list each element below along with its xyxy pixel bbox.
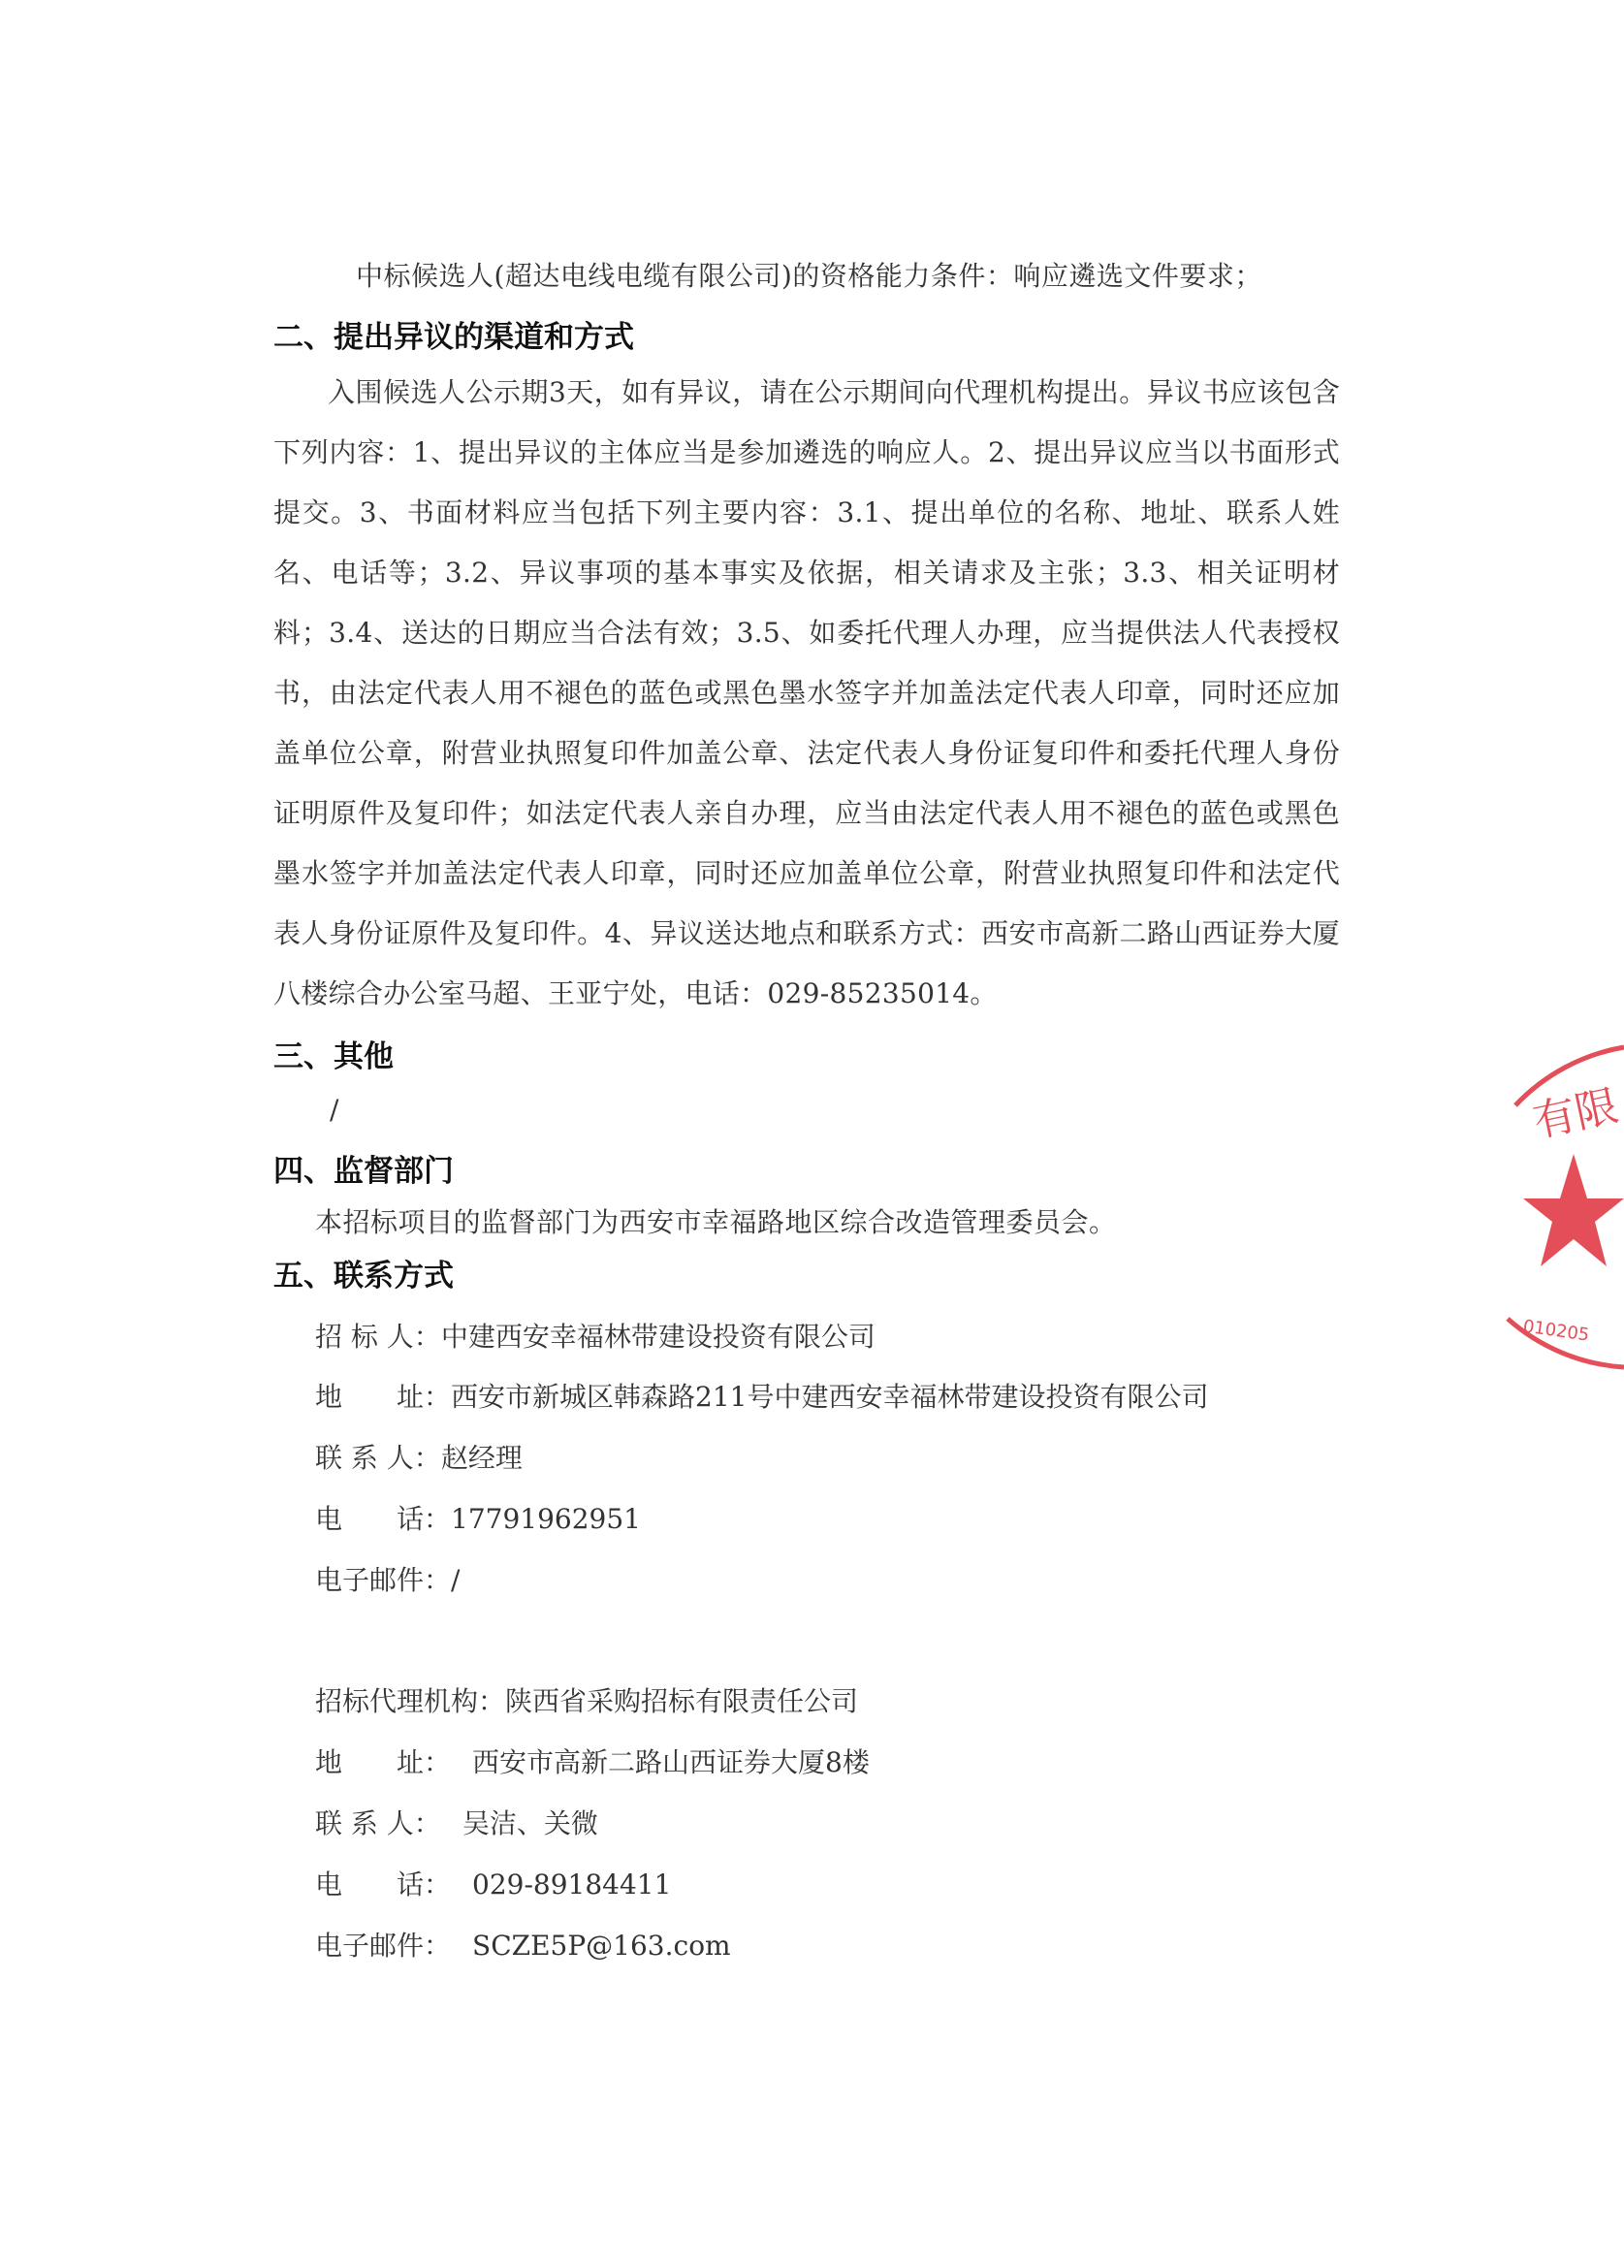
- agency-phone-row: [315, 1869, 671, 1901]
- agency-contact-person-row: [315, 1807, 598, 1840]
- field-label: 招 标 人：: [315, 1321, 441, 1353]
- tenderer-address: 西安市新城区韩森路211号中建西安幸福林带建设投资有限公司: [451, 1381, 1209, 1413]
- agency-phone: 029-89184411: [472, 1869, 672, 1901]
- section-heading-supervision: 四、监督部门: [273, 1154, 454, 1189]
- agency-name-row: [315, 1685, 858, 1718]
- tenderer-name-row: [315, 1321, 876, 1354]
- supervision-text: 本招标项目的监督部门为西安市幸福路地区综合改造管理委员会。: [315, 1206, 1117, 1238]
- field-label: 地 址：: [315, 1746, 452, 1778]
- agency-email: SCZE5P@163.com: [472, 1930, 731, 1962]
- tenderer-phone-row: [315, 1503, 641, 1536]
- other-content: /: [330, 1094, 339, 1126]
- tenderer-name: 中建西安幸福林带建设投资有限公司: [440, 1321, 876, 1353]
- objection-paragraph: 入围候选人公示期3天，如有异议，请在公示期间向代理机构提出。异议书应该包含下列内容：1、提出异议的主体应当是参加遴选的响应人。2、提出异议应当以书面形式提交。3、书面材料应当包括下列主要内容：3.1、提出单位的名称、地址、联系人姓名、电话等；3.2、异议事项的基本事实及依据，相关请求及主张；3.3、相关证明材料；3.4、送达的日期应当合法有效；3.5、如委托代理人办理，应当提供法人代表授权书，由法定代表人用不褪色的蓝色或黑色墨水签字并加盖法定代表人印章，同时还应加盖单位公章，附营业执照复印件加盖公章、法定代表人身份证复印件和委托代理人身份证明原件及复印件；如法定代表人亲自办理，应当由法定代表人用不褪色的蓝色或黑色墨水签字并加盖法定代表人印章，同时还应加盖单位公章，附营业执照复印件和法定代表人身份证原件及复印件。4、异议送达地点和联系方式：西安市高新二路山西证券大厦八楼综合办公室马超、王亚宁处，电话：029-85235014。: [273, 376, 1340, 1009]
- seal-text-fragment: 有限: [1528, 1080, 1623, 1148]
- section-heading-other: 三、其他: [273, 1039, 394, 1074]
- company-seal-stamp: [1488, 1028, 1624, 1377]
- tenderer-phone: 17791962951: [451, 1503, 641, 1535]
- tenderer-contact-person-row: [315, 1442, 523, 1475]
- agency-contact-person: 吴洁、关微: [462, 1807, 598, 1839]
- section-heading-objection: 二、提出异议的渠道和方式: [273, 320, 634, 355]
- field-label: 地 址：: [315, 1381, 452, 1413]
- tenderer-address-row: [315, 1381, 1208, 1414]
- field-label: 电子邮件：: [315, 1930, 452, 1962]
- seal-code-fragment: 010205: [1521, 1316, 1591, 1346]
- agency-name: 陕西省采购招标有限责任公司: [505, 1685, 859, 1717]
- field-label: 招标代理机构：: [315, 1685, 506, 1717]
- tenderer-email: /: [451, 1564, 461, 1596]
- field-label: 电 话：: [315, 1869, 452, 1901]
- agency-email-row: [315, 1930, 731, 1963]
- section-heading-contact: 五、联系方式: [273, 1259, 454, 1294]
- tenderer-contact-person: 赵经理: [440, 1442, 523, 1474]
- field-label: 电 话：: [315, 1503, 452, 1535]
- candidate-qualification-line: 中标候选人(超达电线电缆有限公司)的资格能力条件：响应遴选文件要求；: [356, 260, 1262, 292]
- seal-star-icon: [1523, 1154, 1624, 1266]
- field-label: 电子邮件：: [315, 1564, 452, 1596]
- field-label: 联 系 人：: [315, 1442, 441, 1474]
- field-label: 联 系 人：: [315, 1807, 441, 1839]
- tenderer-email-row: [315, 1564, 460, 1597]
- agency-address: 西安市高新二路山西证券大厦8楼: [472, 1746, 870, 1778]
- agency-address-row: [315, 1746, 870, 1779]
